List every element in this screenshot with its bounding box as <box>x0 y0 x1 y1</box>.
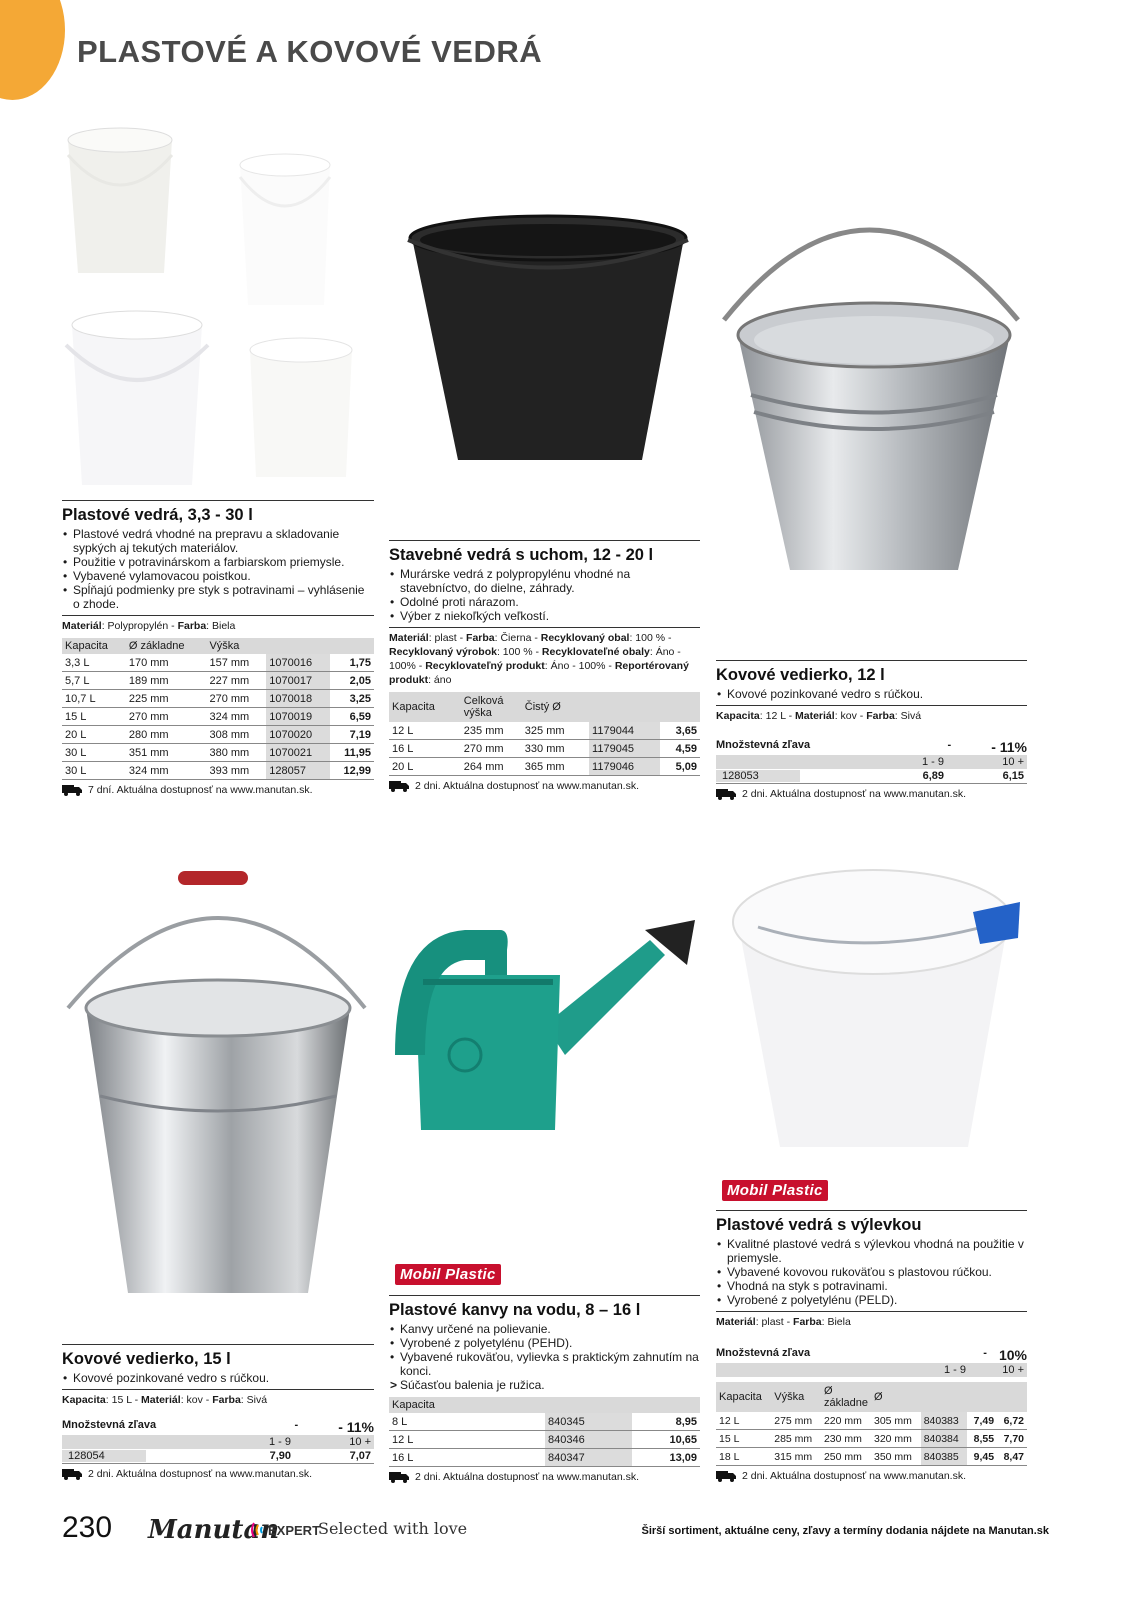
white-bucket-2 <box>240 154 330 305</box>
white-bucket-4 <box>250 338 352 477</box>
spout-bucket-image <box>718 852 1028 1157</box>
table-row: 8 L 840345 8,95 <box>389 1413 700 1431</box>
product-kovove-vedierko-12 <box>716 660 1027 800</box>
truck-icon <box>389 781 409 792</box>
bullet-note: > Súčasťou balenia je ružica. <box>389 1378 700 1392</box>
white-bucket-3 <box>66 311 208 485</box>
bullet: • Odolné proti nárazom. <box>389 595 700 609</box>
bullet: • Kovové pozinkované vedro s rúčkou. <box>716 687 1027 701</box>
table-row: 3,3 L 170 mm 157 mm 1070016 1,75 <box>62 654 374 672</box>
slogan: Selected with love <box>318 1519 468 1538</box>
table-row: 5,7 L 189 mm 227 mm 1070017 2,05 <box>62 672 374 690</box>
watering-can-image <box>395 915 700 1140</box>
bullet: • Kanvy určené na polievanie. <box>389 1322 700 1336</box>
bullet: • Vyrobené z polyetylénu (PELD). <box>716 1293 1027 1307</box>
delivery-info: 2 dni. Aktuálna dostupnosť na www.manutan.sk. <box>62 1468 374 1480</box>
footer-info: Širší sortiment, aktuálne ceny, zľavy a termíny dodania nájdete na Manutan.sk <box>641 1525 1049 1537</box>
discount-qty-row: 1 - 9 10 + <box>716 1363 1027 1377</box>
brand-logo: Mobil Plastic <box>722 1180 828 1201</box>
product-bullets <box>62 527 374 611</box>
expert-label: EXPERT <box>268 1523 321 1538</box>
product-stavebne-vedra <box>389 540 700 792</box>
product-meta: Materiál: plast - Farba: Čierna - Recyklovaný obal: 100 % - Recyklovaný výrobok: 100 % - Recyklovateľné obaly: Áno - 100% - Recyklovateľný produkt: Áno - 100% - Reportérovaný produkt: áno <box>389 627 700 687</box>
plastic-buckets-image <box>62 115 372 490</box>
truck-icon <box>62 785 82 796</box>
product-kanvy <box>389 1295 700 1483</box>
bullet: • Použitie v potravinárskom a farbiarskom priemysle. <box>62 555 374 569</box>
table-row: 128054 7,90 7,07 <box>62 1449 374 1464</box>
table-row: 15 L 270 mm 324 mm 1070019 6,59 <box>62 708 374 726</box>
bullet: • Plastové vedrá vhodné na prepravu a skladovanie sypkých aj tekutých materiálov. <box>62 527 374 555</box>
discount-qty-row: 1 - 9 10 + <box>716 755 1027 769</box>
bullet: • Vybavené kovovou rukoväťou s plastovou rúčkou. <box>716 1265 1027 1279</box>
product-meta: Materiál: plast - Farba: Biela <box>716 1311 1027 1329</box>
product-bullets <box>62 1371 374 1385</box>
truck-icon <box>716 1471 736 1482</box>
discount-qty-row: 1 - 9 10 + <box>62 1435 374 1449</box>
bullet: • Vyrobené z polyetylénu (PEHD). <box>389 1336 700 1350</box>
truck-icon <box>389 1472 409 1483</box>
product-kovove-vedierko-15 <box>62 1344 374 1480</box>
truck-icon <box>716 789 736 800</box>
table-row: 12 L 235 mm 325 mm 1179044 3,65 <box>389 722 700 740</box>
table-row: 12 L 840346 10,65 <box>389 1431 700 1449</box>
manutan-logo: Manutan <box>148 1515 280 1545</box>
table-row: 20 L 264 mm 365 mm 1179046 5,09 <box>389 758 700 776</box>
delivery-info: 7 dní. Aktuálna dostupnosť na www.manutan.sk. <box>62 784 374 796</box>
table-row: 15 L 285 mm 230 mm 320 mm 840384 8,55 7,70 <box>716 1430 1027 1448</box>
footer-link[interactable]: Manutan.sk <box>988 1525 1049 1537</box>
delivery-info: 2 dni. Aktuálna dostupnosť na www.manutan.sk. <box>716 788 1027 800</box>
bullet: • Výber z niekoľkých veľkostí. <box>389 609 700 623</box>
product-bullets <box>716 687 1027 701</box>
bullet: • Murárske vedrá z polypropylénu vhodné na stavebníctvo, do dielne, záhrady. <box>389 567 700 595</box>
page-title: PLASTOVÉ A KOVOVÉ VEDRÁ <box>77 34 543 69</box>
bullet: • Vybavené rukoväťou, vylievka s praktickým zahnutím na konci. <box>389 1350 700 1378</box>
white-bucket-1 <box>68 128 172 273</box>
metal-bucket-15-image <box>60 868 375 1308</box>
discount-header: Množstevná zľava - 10% <box>716 1347 1027 1363</box>
product-table: Kapacita Výška Ø základne Ø 12 L 275 mm 220 mm 305 mm 840383 7,49 6,72 15 L 285 mm 230 mm 320 mm 840384 8,55 7,70 18 L 315 mm 250 mm 350 mm 840385 9,45 8,47 <box>716 1382 1027 1466</box>
truck-icon <box>62 1469 82 1480</box>
product-title: Kovové vedierko, 12 l <box>716 660 1027 685</box>
table-row: 20 L 280 mm 308 mm 1070020 7,19 <box>62 726 374 744</box>
page-number: 230 <box>62 1511 113 1544</box>
product-vedra-s-vylevkou <box>716 1210 1027 1482</box>
black-bucket-image <box>398 210 698 480</box>
table-row: 30 L 351 mm 380 mm 1070021 11,95 <box>62 744 374 762</box>
bullet: • Spĺňajú podmienky pre styk s potravinami – vyhlásenie o zhode. <box>62 583 374 611</box>
discount-header: Množstevná zľava - - 11% <box>62 1419 374 1435</box>
bullet: • Kovové pozinkované vedro s rúčkou. <box>62 1371 374 1385</box>
product-table: Kapacita Celková výška Čistý Ø 12 L 235 mm 325 mm 1179044 3,65 16 L 270 mm 330 mm 1179045 4,59 20 L 264 mm 365 mm 1179046 5,09 <box>389 692 700 776</box>
table-row: 18 L 315 mm 250 mm 350 mm 840385 9,45 8,47 <box>716 1448 1027 1466</box>
bullet: • Vhodná na styk s potravinami. <box>716 1279 1027 1293</box>
product-bullets <box>389 567 700 623</box>
product-bullets <box>716 1237 1027 1307</box>
delivery-info: 2 dni. Aktuálna dostupnosť na www.manutan.sk. <box>389 780 700 792</box>
product-title: Plastové vedrá, 3,3 - 30 l <box>62 500 374 525</box>
table-row: 30 L 324 mm 393 mm 128057 12,99 <box>62 762 374 780</box>
signal-icon <box>250 1521 266 1539</box>
product-table: Kapacita Ø základne Výška 3,3 L 170 mm 157 mm 1070016 1,75 5,7 L 189 mm 227 mm 1070017 2,05 10,7 L 225 mm 270 mm 1070018 3,25 15 L 270 mm 324 mm 1070019 6,59 20 L 280 mm 308 mm 1070020 7,19 30 L 351 mm 380 mm 1070021 11,95 30 L 324 mm 393 mm 128057 12,99 <box>62 638 374 780</box>
bullet: • Vybavené vylamovacou poistkou. <box>62 569 374 583</box>
bullet: • Kvalitné plastové vedrá s výlevkou vhodná na použitie v priemysle. <box>716 1237 1027 1265</box>
table-row: 16 L 270 mm 330 mm 1179045 4,59 <box>389 740 700 758</box>
delivery-info: 2 dni. Aktuálna dostupnosť na www.manutan.sk. <box>389 1471 700 1483</box>
product-meta: Kapacita: 15 L - Materiál: kov - Farba: Sivá <box>62 1389 374 1407</box>
product-plastove-vedra <box>62 500 374 796</box>
metal-bucket-12-image <box>718 200 1030 580</box>
product-meta: Kapacita: 12 L - Materiál: kov - Farba: Sivá <box>716 705 1027 723</box>
brand-logo: Mobil Plastic <box>395 1264 501 1285</box>
product-title: Plastové kanvy na vodu, 8 – 16 l <box>389 1295 700 1320</box>
product-title: Stavebné vedrá s uchom, 12 - 20 l <box>389 540 700 565</box>
product-title: Kovové vedierko, 15 l <box>62 1344 374 1369</box>
product-table: Kapacita 8 L 840345 8,95 12 L 840346 10,65 16 L 840347 13,09 <box>389 1397 700 1467</box>
delivery-info: 2 dni. Aktuálna dostupnosť na www.manutan.sk. <box>716 1470 1027 1482</box>
table-row: 12 L 275 mm 220 mm 305 mm 840383 7,49 6,72 <box>716 1412 1027 1430</box>
corner-accent <box>0 0 65 100</box>
table-row: 128053 6,89 6,15 <box>716 769 1027 784</box>
table-row: 10,7 L 225 mm 270 mm 1070018 3,25 <box>62 690 374 708</box>
product-meta: Materiál: Polypropylén - Farba: Biela <box>62 615 374 633</box>
discount-header: Množstevná zľava - - 11% <box>716 739 1027 755</box>
product-title: Plastové vedrá s výlevkou <box>716 1210 1027 1235</box>
table-row: 16 L 840347 13,09 <box>389 1449 700 1467</box>
product-bullets <box>389 1322 700 1392</box>
